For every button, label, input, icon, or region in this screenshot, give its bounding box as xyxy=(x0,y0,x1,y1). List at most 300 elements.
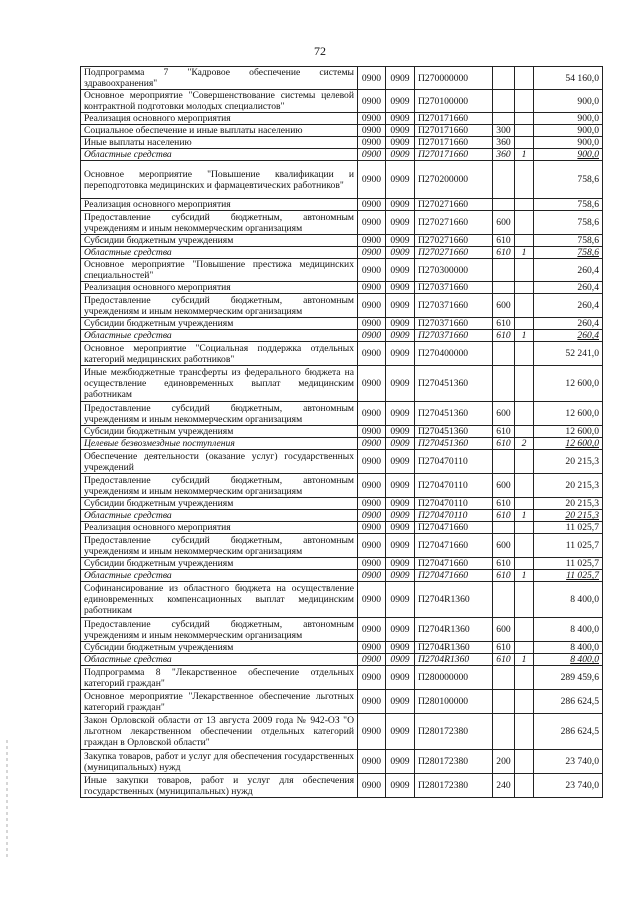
table-row xyxy=(81,774,603,798)
funding-source-code-cell xyxy=(515,282,534,294)
funding-source-code-cell xyxy=(515,750,534,774)
table-row xyxy=(81,666,603,690)
table-row xyxy=(81,318,603,330)
target-article-code-cell: П270171660 xyxy=(415,113,493,125)
expense-type-code-cell xyxy=(493,67,515,90)
amount-cell: 8 400,0 xyxy=(534,618,603,642)
subsection-code-cell: 0909 xyxy=(386,235,415,247)
funding-source-code-cell xyxy=(515,211,534,235)
funding-source-code-cell xyxy=(515,534,534,558)
expense-type-code-cell: 610 xyxy=(493,438,515,450)
expense-type-code-cell: 600 xyxy=(493,618,515,642)
section-code-cell: 0900 xyxy=(358,247,386,259)
subsection-code-cell: 0909 xyxy=(386,510,415,522)
section-code-cell: 0900 xyxy=(358,570,386,582)
funding-source-code-cell xyxy=(515,259,534,282)
amount-cell: 23 740,0 xyxy=(534,750,603,774)
section-code-cell: 0900 xyxy=(358,90,386,113)
amount-cell: 900,0 xyxy=(534,113,603,125)
target-article-code-cell: П2704R1360 xyxy=(415,582,493,618)
subsection-code-cell: 0909 xyxy=(386,67,415,90)
funding-source-code-cell: 1 xyxy=(515,510,534,522)
section-code-cell: 0900 xyxy=(358,522,386,534)
section-code-cell: 0900 xyxy=(358,282,386,294)
section-code-cell: 0900 xyxy=(358,558,386,570)
item-name-cell: Субсидии бюджетным учреждениям xyxy=(81,318,358,330)
item-name-cell: Иные межбюджетные трансферты из федерального бюджета на осуществление единовременных выплат медицинским работникам xyxy=(81,366,358,402)
subsection-code-cell: 0909 xyxy=(386,618,415,642)
subsection-code-cell: 0909 xyxy=(386,318,415,330)
subsection-code-cell: 0909 xyxy=(386,330,415,342)
subsection-code-cell: 0909 xyxy=(386,137,415,149)
section-code-cell: 0900 xyxy=(358,67,386,90)
target-article-code-cell: П270451360 xyxy=(415,366,493,402)
target-article-code-cell: П270451360 xyxy=(415,402,493,426)
subsection-code-cell: 0909 xyxy=(386,774,415,798)
section-code-cell: 0900 xyxy=(358,642,386,654)
table-row xyxy=(81,438,603,450)
expense-type-code-cell: 240 xyxy=(493,774,515,798)
target-article-code-cell: П270271660 xyxy=(415,235,493,247)
section-code-cell: 0900 xyxy=(358,654,386,666)
target-article-code-cell: П270371660 xyxy=(415,330,493,342)
table-row xyxy=(81,750,603,774)
section-code-cell: 0900 xyxy=(358,294,386,318)
table-row xyxy=(81,330,603,342)
item-name-cell: Подпрограмма 7 "Кадровое обеспечение системы здравоохранения" xyxy=(81,67,358,90)
amount-cell: 758,6 xyxy=(534,235,603,247)
item-name-cell: Предоставление субсидий бюджетным, автономным учреждениям и иным некоммерческим организациям xyxy=(81,534,358,558)
subsection-code-cell: 0909 xyxy=(386,125,415,137)
target-article-code-cell: П270451360 xyxy=(415,438,493,450)
amount-cell: 11 025,7 xyxy=(534,558,603,570)
item-name-cell: Основное мероприятие "Лекарственное обеспечение льготных категорий граждан" xyxy=(81,690,358,714)
funding-source-code-cell xyxy=(515,522,534,534)
funding-source-code-cell xyxy=(515,426,534,438)
expense-type-code-cell xyxy=(493,522,515,534)
target-article-code-cell: П270400000 xyxy=(415,342,493,366)
target-article-code-cell: П270471660 xyxy=(415,558,493,570)
subsection-code-cell: 0909 xyxy=(386,450,415,474)
funding-source-code-cell xyxy=(515,125,534,137)
section-code-cell: 0900 xyxy=(358,666,386,690)
item-name-cell: Реализация основного мероприятия xyxy=(81,199,358,211)
expense-type-code-cell: 600 xyxy=(493,402,515,426)
expense-type-code-cell: 600 xyxy=(493,211,515,235)
target-article-code-cell: П270471660 xyxy=(415,534,493,558)
funding-source-code-cell xyxy=(515,294,534,318)
expense-type-code-cell xyxy=(493,199,515,211)
target-article-code-cell: П270100000 xyxy=(415,90,493,113)
table-row xyxy=(81,690,603,714)
section-code-cell: 0900 xyxy=(358,342,386,366)
target-article-code-cell: П270451360 xyxy=(415,426,493,438)
expense-type-code-cell: 300 xyxy=(493,125,515,137)
table-row xyxy=(81,113,603,125)
funding-source-code-cell xyxy=(515,113,534,125)
funding-source-code-cell: 1 xyxy=(515,330,534,342)
target-article-code-cell: П270470110 xyxy=(415,510,493,522)
item-name-cell: Основное мероприятие "Повышение квалификации и переподготовка медицинских и фармацевтических работников" xyxy=(81,161,358,199)
section-code-cell: 0900 xyxy=(358,774,386,798)
target-article-code-cell: П2704R1360 xyxy=(415,618,493,642)
funding-source-code-cell: 1 xyxy=(515,247,534,259)
target-article-code-cell: П270171660 xyxy=(415,137,493,149)
table-row xyxy=(81,90,603,113)
amount-cell: 20 215,3 xyxy=(534,498,603,510)
expense-type-code-cell: 610 xyxy=(493,510,515,522)
subsection-code-cell: 0909 xyxy=(386,161,415,199)
item-name-cell: Предоставление субсидий бюджетным, автономным учреждениям и иным некоммерческим организациям xyxy=(81,618,358,642)
section-code-cell: 0900 xyxy=(358,690,386,714)
expense-type-code-cell xyxy=(493,90,515,113)
section-code-cell: 0900 xyxy=(358,366,386,402)
expense-type-code-cell xyxy=(493,282,515,294)
item-name-cell: Основное мероприятие "Совершенствование системы целевой контрактной подготовки молодых специалистов" xyxy=(81,90,358,113)
section-code-cell: 0900 xyxy=(358,211,386,235)
item-name-cell: Областные средства xyxy=(81,510,358,522)
table-row xyxy=(81,149,603,161)
subsection-code-cell: 0909 xyxy=(386,474,415,498)
subsection-code-cell: 0909 xyxy=(386,534,415,558)
target-article-code-cell: П270371660 xyxy=(415,282,493,294)
funding-source-code-cell xyxy=(515,161,534,199)
item-name-cell: Предоставление субсидий бюджетным, автономным учреждениям и иным некоммерческим организациям xyxy=(81,402,358,426)
item-name-cell: Закон Орловской области от 13 августа 2009 года № 942-ОЗ "О льготном лекарственном обеспечении отдельных категорий граждан в Орловской области" xyxy=(81,714,358,750)
amount-cell: 289 459,6 xyxy=(534,666,603,690)
page-number: 72 xyxy=(314,44,326,58)
expense-type-code-cell: 610 xyxy=(493,570,515,582)
expense-type-code-cell: 600 xyxy=(493,474,515,498)
expense-type-code-cell xyxy=(493,161,515,199)
section-code-cell: 0900 xyxy=(358,618,386,642)
funding-source-code-cell xyxy=(515,582,534,618)
subsection-code-cell: 0909 xyxy=(386,750,415,774)
table-row xyxy=(81,259,603,282)
subsection-code-cell: 0909 xyxy=(386,558,415,570)
funding-source-code-cell xyxy=(515,714,534,750)
table-row xyxy=(81,235,603,247)
item-name-cell: Субсидии бюджетным учреждениям xyxy=(81,426,358,438)
amount-cell: 758,6 xyxy=(534,247,603,259)
target-article-code-cell: П270371660 xyxy=(415,294,493,318)
amount-cell: 900,0 xyxy=(534,137,603,149)
item-name-cell: Субсидии бюджетным учреждениям xyxy=(81,642,358,654)
subsection-code-cell: 0909 xyxy=(386,199,415,211)
subsection-code-cell: 0909 xyxy=(386,714,415,750)
amount-cell: 11 025,7 xyxy=(534,534,603,558)
amount-cell: 12 600,0 xyxy=(534,438,603,450)
item-name-cell: Областные средства xyxy=(81,149,358,161)
amount-cell: 52 241,0 xyxy=(534,342,603,366)
amount-cell: 12 600,0 xyxy=(534,366,603,402)
expense-type-code-cell: 360 xyxy=(493,137,515,149)
item-name-cell: Субсидии бюджетным учреждениям xyxy=(81,235,358,247)
expense-type-code-cell: 610 xyxy=(493,642,515,654)
amount-cell: 8 400,0 xyxy=(534,654,603,666)
expense-type-code-cell: 610 xyxy=(493,558,515,570)
amount-cell: 8 400,0 xyxy=(534,642,603,654)
subsection-code-cell: 0909 xyxy=(386,259,415,282)
target-article-code-cell: П280172380 xyxy=(415,750,493,774)
funding-source-code-cell xyxy=(515,199,534,211)
funding-source-code-cell xyxy=(515,558,534,570)
table-row xyxy=(81,161,603,199)
expense-type-code-cell xyxy=(493,259,515,282)
amount-cell: 54 160,0 xyxy=(534,67,603,90)
funding-source-code-cell: 1 xyxy=(515,570,534,582)
funding-source-code-cell xyxy=(515,90,534,113)
target-article-code-cell: П2704R1360 xyxy=(415,642,493,654)
item-name-cell: Иные закупки товаров, работ и услуг для обеспечения государственных (муниципальных) нужд xyxy=(81,774,358,798)
target-article-code-cell: П270471660 xyxy=(415,570,493,582)
subsection-code-cell: 0909 xyxy=(386,282,415,294)
funding-source-code-cell: 1 xyxy=(515,654,534,666)
item-name-cell: Реализация основного мероприятия xyxy=(81,282,358,294)
funding-source-code-cell xyxy=(515,342,534,366)
section-code-cell: 0900 xyxy=(358,259,386,282)
section-code-cell: 0900 xyxy=(358,235,386,247)
item-name-cell: Реализация основного мероприятия xyxy=(81,522,358,534)
target-article-code-cell: П270471660 xyxy=(415,522,493,534)
target-article-code-cell: П270271660 xyxy=(415,211,493,235)
expense-type-code-cell: 610 xyxy=(493,498,515,510)
table-row xyxy=(81,522,603,534)
section-code-cell: 0900 xyxy=(358,330,386,342)
subsection-code-cell: 0909 xyxy=(386,426,415,438)
table-row xyxy=(81,137,603,149)
funding-source-code-cell xyxy=(515,402,534,426)
target-article-code-cell: П280172380 xyxy=(415,774,493,798)
target-article-code-cell: П270271660 xyxy=(415,247,493,259)
table-row xyxy=(81,366,603,402)
funding-source-code-cell xyxy=(515,498,534,510)
item-name-cell: Основное мероприятие "Повышение престижа медицинских специальностей" xyxy=(81,259,358,282)
expense-type-code-cell xyxy=(493,113,515,125)
expense-type-code-cell: 360 xyxy=(493,149,515,161)
subsection-code-cell: 0909 xyxy=(386,498,415,510)
section-code-cell: 0900 xyxy=(358,438,386,450)
amount-cell: 758,6 xyxy=(534,211,603,235)
item-name-cell: Подпрограмма 8 "Лекарственное обеспечение отдельных категорий граждан" xyxy=(81,666,358,690)
subsection-code-cell: 0909 xyxy=(386,211,415,235)
item-name-cell: Софинансирование из областного бюджета на осуществление единовременных компенсационных выплат медицинским работникам xyxy=(81,582,358,618)
subsection-code-cell: 0909 xyxy=(386,690,415,714)
expense-type-code-cell: 610 xyxy=(493,654,515,666)
subsection-code-cell: 0909 xyxy=(386,342,415,366)
amount-cell: 20 215,3 xyxy=(534,474,603,498)
item-name-cell: Целевые безвозмездные поступления xyxy=(81,438,358,450)
table-row xyxy=(81,211,603,235)
table-row xyxy=(81,654,603,666)
amount-cell: 11 025,7 xyxy=(534,570,603,582)
expense-type-code-cell xyxy=(493,666,515,690)
subsection-code-cell: 0909 xyxy=(386,666,415,690)
funding-source-code-cell xyxy=(515,67,534,90)
target-article-code-cell: П2704R1360 xyxy=(415,654,493,666)
amount-cell: 900,0 xyxy=(534,149,603,161)
table-row xyxy=(81,714,603,750)
target-article-code-cell: П270470110 xyxy=(415,498,493,510)
section-code-cell: 0900 xyxy=(358,199,386,211)
section-code-cell: 0900 xyxy=(358,318,386,330)
amount-cell: 260,4 xyxy=(534,259,603,282)
target-article-code-cell: П280000000 xyxy=(415,666,493,690)
table-row xyxy=(81,450,603,474)
amount-cell: 260,4 xyxy=(534,294,603,318)
expense-type-code-cell xyxy=(493,342,515,366)
section-code-cell: 0900 xyxy=(358,125,386,137)
table-row xyxy=(81,342,603,366)
section-code-cell: 0900 xyxy=(358,161,386,199)
target-article-code-cell: П270171660 xyxy=(415,149,493,161)
section-code-cell: 0900 xyxy=(358,750,386,774)
section-code-cell: 0900 xyxy=(358,510,386,522)
table-row xyxy=(81,474,603,498)
subsection-code-cell: 0909 xyxy=(386,642,415,654)
expense-type-code-cell: 610 xyxy=(493,330,515,342)
section-code-cell: 0900 xyxy=(358,426,386,438)
table-row xyxy=(81,199,603,211)
table-row xyxy=(81,247,603,259)
subsection-code-cell: 0909 xyxy=(386,366,415,402)
amount-cell: 260,4 xyxy=(534,282,603,294)
subsection-code-cell: 0909 xyxy=(386,654,415,666)
target-article-code-cell: П280172380 xyxy=(415,714,493,750)
item-name-cell: Предоставление субсидий бюджетным, автономным учреждениям и иным некоммерческим организациям xyxy=(81,474,358,498)
table-row xyxy=(81,642,603,654)
amount-cell: 900,0 xyxy=(534,90,603,113)
section-code-cell: 0900 xyxy=(358,149,386,161)
item-name-cell: Предоставление субсидий бюджетным, автономным учреждениям и иным некоммерческим организациям xyxy=(81,211,358,235)
table-row xyxy=(81,618,603,642)
expense-type-code-cell: 200 xyxy=(493,750,515,774)
subsection-code-cell: 0909 xyxy=(386,294,415,318)
funding-source-code-cell xyxy=(515,450,534,474)
table-row xyxy=(81,582,603,618)
expense-type-code-cell xyxy=(493,366,515,402)
funding-source-code-cell xyxy=(515,666,534,690)
table-row xyxy=(81,426,603,438)
subsection-code-cell: 0909 xyxy=(386,438,415,450)
item-name-cell: Областные средства xyxy=(81,330,358,342)
funding-source-code-cell xyxy=(515,366,534,402)
table-row xyxy=(81,510,603,522)
subsection-code-cell: 0909 xyxy=(386,149,415,161)
target-article-code-cell: П270470110 xyxy=(415,474,493,498)
target-article-code-cell: П270300000 xyxy=(415,259,493,282)
funding-source-code-cell: 2 xyxy=(515,438,534,450)
funding-source-code-cell xyxy=(515,774,534,798)
target-article-code-cell: П270171660 xyxy=(415,125,493,137)
expense-type-code-cell xyxy=(493,582,515,618)
subsection-code-cell: 0909 xyxy=(386,90,415,113)
amount-cell: 12 600,0 xyxy=(534,402,603,426)
amount-cell: 260,4 xyxy=(534,318,603,330)
amount-cell: 900,0 xyxy=(534,125,603,137)
item-name-cell: Закупка товаров, работ и услуг для обеспечения государственных (муниципальных) нужд xyxy=(81,750,358,774)
section-code-cell: 0900 xyxy=(358,402,386,426)
amount-cell: 758,6 xyxy=(534,199,603,211)
item-name-cell: Социальное обеспечение и иные выплаты населению xyxy=(81,125,358,137)
amount-cell: 12 600,0 xyxy=(534,426,603,438)
expense-type-code-cell xyxy=(493,714,515,750)
table-row xyxy=(81,402,603,426)
funding-source-code-cell xyxy=(515,690,534,714)
item-name-cell: Субсидии бюджетным учреждениям xyxy=(81,558,358,570)
section-code-cell: 0900 xyxy=(358,534,386,558)
amount-cell: 23 740,0 xyxy=(534,774,603,798)
table-row xyxy=(81,282,603,294)
section-code-cell: 0900 xyxy=(358,714,386,750)
expense-type-code-cell: 610 xyxy=(493,426,515,438)
subsection-code-cell: 0909 xyxy=(386,522,415,534)
amount-cell: 260,4 xyxy=(534,330,603,342)
amount-cell: 11 025,7 xyxy=(534,522,603,534)
amount-cell: 286 624,5 xyxy=(534,714,603,750)
expense-type-code-cell: 610 xyxy=(493,235,515,247)
expense-type-code-cell: 600 xyxy=(493,294,515,318)
table-row xyxy=(81,498,603,510)
table-row xyxy=(81,570,603,582)
target-article-code-cell: П270271660 xyxy=(415,199,493,211)
section-code-cell: 0900 xyxy=(358,498,386,510)
item-name-cell: Областные средства xyxy=(81,654,358,666)
subsection-code-cell: 0909 xyxy=(386,402,415,426)
section-code-cell: 0900 xyxy=(358,474,386,498)
section-code-cell: 0900 xyxy=(358,113,386,125)
table-row xyxy=(81,534,603,558)
funding-source-code-cell xyxy=(515,642,534,654)
expense-type-code-cell xyxy=(493,450,515,474)
expense-type-code-cell: 610 xyxy=(493,318,515,330)
amount-cell: 8 400,0 xyxy=(534,582,603,618)
item-name-cell: Предоставление субсидий бюджетным, автономным учреждениям и иным некоммерческим организациям xyxy=(81,294,358,318)
target-article-code-cell: П270000000 xyxy=(415,67,493,90)
margin-scan-artifact xyxy=(6,740,8,860)
section-code-cell: 0900 xyxy=(358,137,386,149)
item-name-cell: Обеспечение деятельности (оказание услуг) государственных учреждений xyxy=(81,450,358,474)
amount-cell: 20 215,3 xyxy=(534,510,603,522)
budget-table-body xyxy=(81,67,603,798)
funding-source-code-cell xyxy=(515,235,534,247)
item-name-cell: Областные средства xyxy=(81,247,358,259)
section-code-cell: 0900 xyxy=(358,450,386,474)
funding-source-code-cell xyxy=(515,137,534,149)
target-article-code-cell: П270470110 xyxy=(415,450,493,474)
item-name-cell: Основное мероприятие "Социальная поддержка отдельных категорий медицинских работников" xyxy=(81,342,358,366)
table-row xyxy=(81,294,603,318)
target-article-code-cell: П280100000 xyxy=(415,690,493,714)
amount-cell: 20 215,3 xyxy=(534,450,603,474)
subsection-code-cell: 0909 xyxy=(386,582,415,618)
target-article-code-cell: П270200000 xyxy=(415,161,493,199)
section-code-cell: 0900 xyxy=(358,582,386,618)
funding-source-code-cell xyxy=(515,318,534,330)
item-name-cell: Областные средства xyxy=(81,570,358,582)
amount-cell: 286 624,5 xyxy=(534,690,603,714)
table-row xyxy=(81,67,603,90)
table-row xyxy=(81,125,603,137)
item-name-cell: Субсидии бюджетным учреждениям xyxy=(81,498,358,510)
subsection-code-cell: 0909 xyxy=(386,113,415,125)
expense-type-code-cell: 600 xyxy=(493,534,515,558)
funding-source-code-cell xyxy=(515,618,534,642)
subsection-code-cell: 0909 xyxy=(386,247,415,259)
funding-source-code-cell: 1 xyxy=(515,149,534,161)
item-name-cell: Реализация основного мероприятия xyxy=(81,113,358,125)
item-name-cell: Иные выплаты населению xyxy=(81,137,358,149)
